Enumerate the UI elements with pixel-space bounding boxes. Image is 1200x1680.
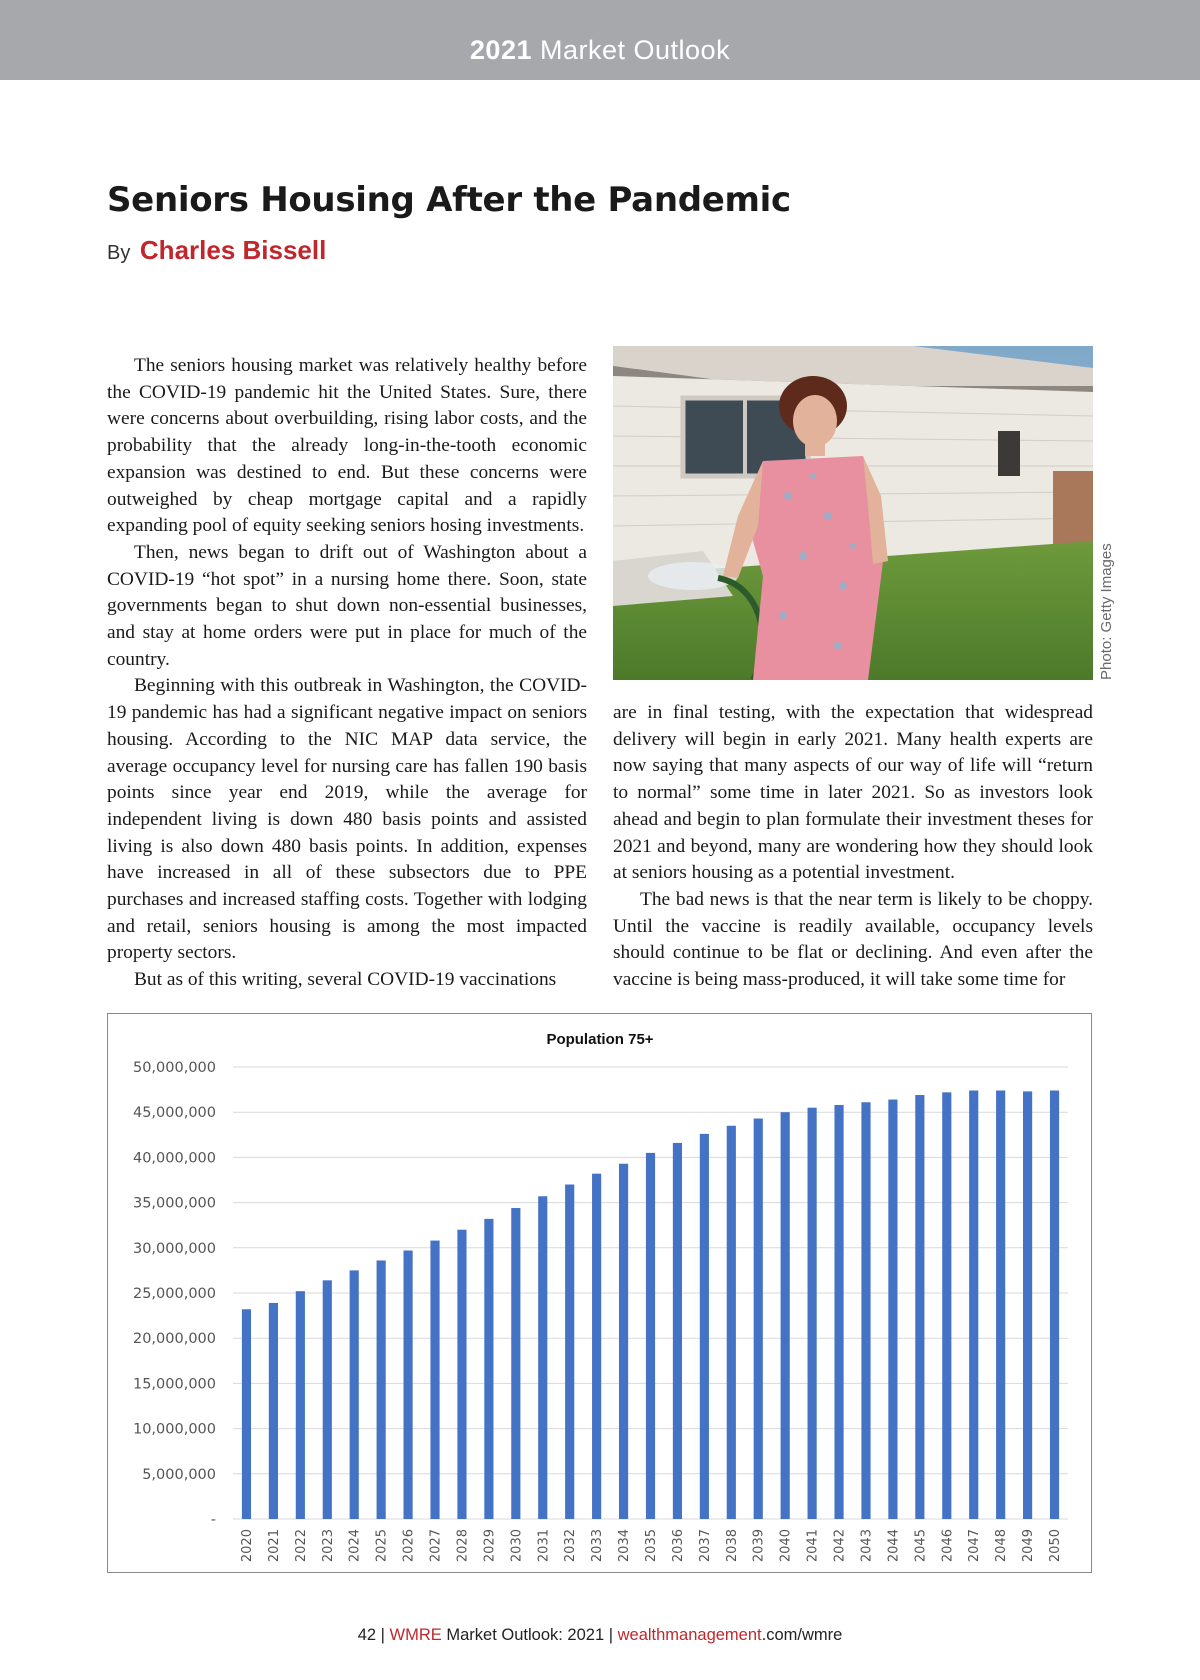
running-header — [0, 0, 1200, 80]
population-chart — [107, 1013, 1092, 1573]
website-link[interactable] — [618, 1626, 843, 1644]
bar-2027 — [430, 1241, 439, 1519]
x-tick-label: 2031 — [536, 1529, 552, 1563]
bar-2045 — [915, 1095, 924, 1519]
chart-title: Population 75+ — [546, 1031, 654, 1048]
website-brand: wealthmanagement — [617, 1626, 762, 1644]
bar-2039 — [754, 1119, 763, 1519]
bar-2022 — [296, 1291, 305, 1519]
x-tick-label: 2021 — [266, 1529, 282, 1563]
x-tick-label: 2030 — [509, 1529, 525, 1563]
bar-2029 — [484, 1219, 493, 1519]
x-tick-label: 2042 — [832, 1529, 848, 1563]
x-tick-label: 2032 — [563, 1529, 579, 1563]
header-year: 2021 — [469, 35, 532, 65]
x-tick-label: 2039 — [751, 1529, 767, 1563]
x-tick-label: 2038 — [724, 1529, 740, 1563]
bar-2038 — [727, 1126, 736, 1519]
y-tick-label: 50,000,000 — [132, 1060, 216, 1076]
x-tick-label: 2029 — [482, 1529, 498, 1563]
bar-2026 — [404, 1251, 413, 1519]
bar-2034 — [619, 1164, 628, 1519]
x-tick-label: 2023 — [320, 1529, 336, 1563]
x-tick-label: 2046 — [940, 1529, 956, 1563]
bar-2021 — [269, 1303, 278, 1519]
paragraph: The seniors housing market was relatively healthy before the COVID-19 pandemic hit the United States. Sure, there were concerns about overbuilding, rising labor costs, and the probability that the already long-in-the-tooth economic expansion was destined to end. But these concerns were outweighed by cheap mortgage capital and a rapidly expanding pool of equity seeking seniors hosing investments. — [107, 355, 587, 537]
bars — [242, 1091, 1059, 1519]
bar-2048 — [996, 1091, 1005, 1519]
paragraph: Beginning with this outbreak in Washington, the COVID-19 pandemic has had a significant negative impact on seniors housing. According to the NIC MAP data service, the average occupancy level for nursing care has fallen 190 basis points since year end 2019, while the average for independent living is down 480 basis points and assisted living is also down 480 basis points. In addition, expenses have increased in all of these subsectors due to PPE purchases and increased staffing costs. Together with lodging and retail, seniors housing is among the most impacted property sectors. — [107, 675, 587, 964]
x-tick-label: 2044 — [886, 1529, 902, 1563]
article-photo — [613, 346, 1093, 680]
paragraph: But as of this writing, several COVID-19 vaccinations — [134, 969, 557, 991]
y-tick-label: 30,000,000 — [132, 1240, 216, 1257]
x-tick-label: 2020 — [239, 1529, 255, 1563]
x-tick-label: 2047 — [967, 1529, 983, 1563]
y-tick-label: 5,000,000 — [142, 1466, 216, 1483]
publication-title: Market Outlook: 2021 — [446, 1626, 605, 1644]
bar-2035 — [646, 1153, 655, 1519]
photo-illustration — [613, 346, 1093, 680]
paragraph: Then, news began to drift out of Washington about a COVID-19 “hot spot” in a nursing home there. Soon, state governments began to shut down non-essential businesses, and stay at home orders were put in place for much of the country. — [107, 541, 587, 670]
y-tick-label: 35,000,000 — [132, 1195, 216, 1212]
bar-2041 — [808, 1108, 817, 1519]
author-name: Charles Bissell — [139, 235, 327, 265]
bar-2032 — [565, 1185, 574, 1519]
y-axis-ticks — [133, 1060, 216, 1528]
bar-2046 — [942, 1092, 951, 1519]
x-tick-label: 2045 — [913, 1529, 929, 1563]
article-title: Seniors Housing After the Pandemic — [107, 180, 791, 220]
publication-brand: WMRE — [389, 1626, 442, 1644]
paragraph: The bad news is that the near term is likely to be choppy. Until the vaccine is readily available, occupancy levels should continue to be flat or declining. And even after the vaccine is being mass-produced, it will take some time for — [613, 888, 1093, 991]
x-tick-label: 2025 — [374, 1529, 390, 1563]
header-label: Market Outlook — [540, 35, 731, 65]
bar-2023 — [323, 1280, 332, 1519]
x-tick-label: 2041 — [805, 1529, 821, 1563]
y-tick-label: 15,000,000 — [132, 1376, 216, 1393]
x-axis-ticks — [240, 1529, 1063, 1562]
chart-canvas — [108, 1014, 1093, 1574]
bar-2020 — [242, 1309, 251, 1519]
x-tick-label: 2034 — [617, 1529, 633, 1563]
right-column — [613, 700, 1093, 994]
bar-2024 — [350, 1270, 359, 1519]
bar-2028 — [457, 1230, 466, 1519]
bar-2042 — [834, 1105, 843, 1519]
bar-2049 — [1023, 1091, 1032, 1519]
byline — [107, 235, 326, 266]
website-path: .com/wmre — [761, 1626, 843, 1644]
bar-2050 — [1050, 1091, 1059, 1519]
paragraph: are in final testing, with the expectation that widespread delivery will begin in early 2021. Many health experts are now saying that many aspects of our way of life will “return to normal” some time in later 2021. So as investors look ahead and begin to plan formulate their investment theses for 2021 and beyond, many are wondering how they should look at seniors housing as a potential investment. — [613, 702, 1093, 884]
bar-2047 — [969, 1091, 978, 1519]
x-tick-label: 2050 — [1048, 1529, 1064, 1563]
x-tick-label: 2040 — [778, 1529, 794, 1563]
bar-2025 — [377, 1260, 386, 1519]
bar-2040 — [781, 1112, 790, 1519]
x-tick-label: 2036 — [670, 1529, 686, 1563]
y-tick-label: 45,000,000 — [132, 1105, 216, 1122]
bar-2033 — [592, 1174, 601, 1519]
x-tick-label: 2024 — [347, 1529, 363, 1563]
x-tick-label: 2027 — [428, 1529, 444, 1563]
bar-2036 — [673, 1143, 682, 1519]
x-tick-label: 2028 — [455, 1529, 471, 1563]
bar-2037 — [700, 1134, 709, 1519]
y-tick-label: - — [210, 1512, 216, 1528]
footer-separator: | — [608, 1626, 614, 1644]
y-tick-label: 20,000,000 — [132, 1331, 216, 1348]
x-tick-label: 2048 — [994, 1529, 1010, 1563]
left-column — [107, 353, 587, 994]
y-tick-label: 10,000,000 — [132, 1421, 216, 1438]
bar-2043 — [861, 1102, 870, 1519]
x-tick-label: 2037 — [697, 1529, 713, 1563]
x-tick-label: 2022 — [293, 1529, 309, 1563]
bar-2030 — [511, 1208, 520, 1519]
y-tick-label: 25,000,000 — [132, 1286, 216, 1302]
x-tick-label: 2026 — [401, 1529, 417, 1563]
x-tick-label: 2033 — [590, 1529, 606, 1563]
byline-prefix: By — [107, 242, 131, 264]
page-footer — [0, 1626, 1200, 1645]
footer-separator: | — [380, 1626, 385, 1644]
page-number: 42 — [357, 1626, 377, 1644]
x-tick-label: 2043 — [859, 1529, 875, 1563]
x-tick-label: 2049 — [1021, 1529, 1037, 1563]
bar-2031 — [538, 1196, 547, 1519]
bar-2044 — [888, 1100, 897, 1519]
y-tick-label: 40,000,000 — [132, 1150, 216, 1167]
x-tick-label: 2035 — [644, 1529, 659, 1563]
